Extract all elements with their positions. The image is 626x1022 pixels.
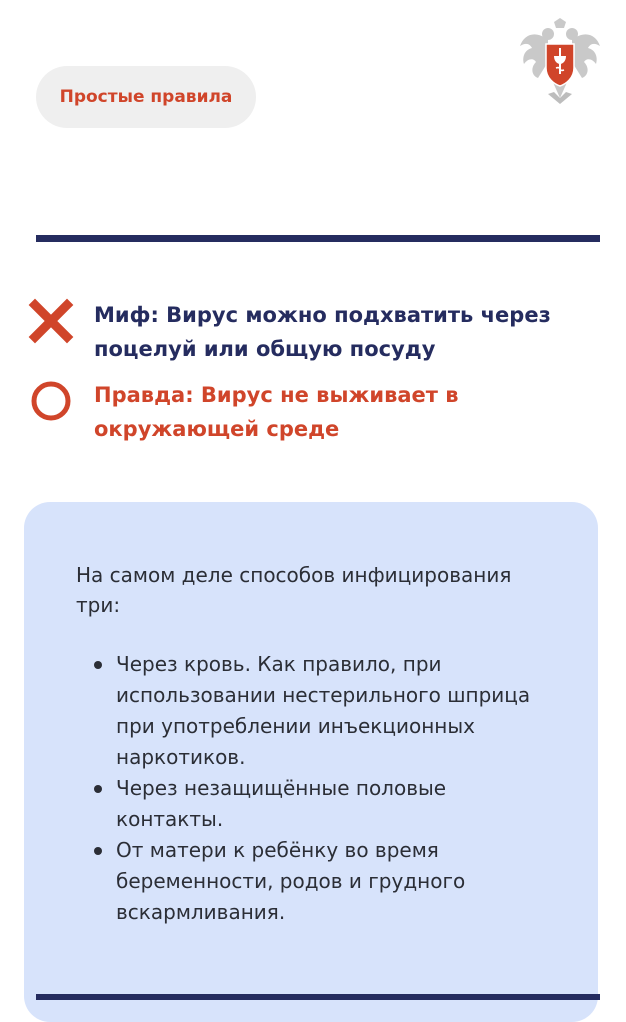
bullet-icon — [94, 785, 102, 793]
circle-icon — [28, 378, 74, 424]
emblem-icon — [518, 18, 602, 106]
bullet-icon — [94, 661, 102, 669]
truth-text: Правда: Вирус не выживает в окружающей среде — [94, 383, 459, 441]
list-item — [80, 649, 550, 773]
category-badge — [36, 66, 256, 128]
category-badge-label: Простые правила — [59, 87, 233, 107]
bottom-divider — [36, 994, 600, 1000]
info-card-intro: На самом деле способов инфицирования три: — [76, 563, 512, 617]
list-item — [80, 835, 550, 928]
info-card-list — [80, 649, 550, 928]
bullet-icon — [94, 847, 102, 855]
truth-statement — [28, 378, 494, 446]
myth-text: Миф: Вирус можно подхватить через поцелуй или общую посуду — [94, 303, 551, 361]
list-item-text: От матери к ребёнку во время беременности, родов и грудного вскармливания. — [116, 838, 466, 924]
list-item — [80, 773, 550, 835]
list-item-text: Через незащищённые половые контакты. — [116, 776, 447, 831]
myth-statement — [28, 298, 554, 366]
section-divider — [36, 235, 600, 242]
cross-icon — [28, 298, 74, 344]
list-item-text: Через кровь. Как правило, при использовании нестерильного шприца при употреблении инъекционных наркотиков. — [116, 652, 531, 769]
info-card — [24, 502, 598, 1022]
